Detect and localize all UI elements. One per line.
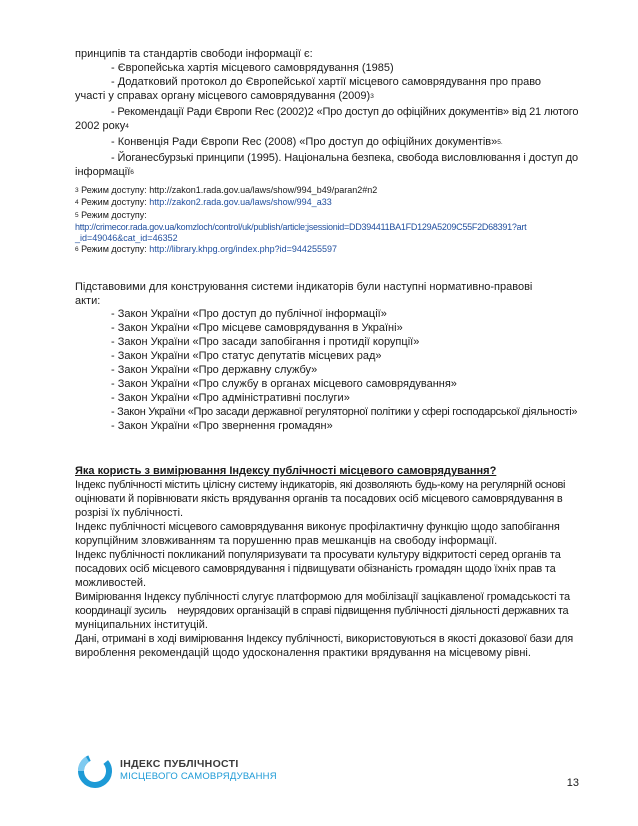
paragraph-line: вироблення рекомендацій щодо удосконалення практики врядування на місцевому рівні. xyxy=(75,647,531,659)
paragraph-line: Дані, отримані в ході вимірювання Індексу публічності, використовуються в якості доказової бази для xyxy=(75,633,574,645)
logo-ring-icon xyxy=(76,752,116,790)
standard-item: - Європейська хартія місцевого самоврядування (1985) xyxy=(111,62,394,74)
section-heading: Яка користь з вимірювання Індексу публічності місцевого самоврядування? xyxy=(75,465,497,477)
index-logo xyxy=(76,752,306,790)
footnotes xyxy=(75,185,587,257)
footnote-link[interactable]: http://zakon2.rada.gov.ua/laws/show/994_a33 xyxy=(149,197,332,208)
footnote-link[interactable]: http://library.khpg.org/index.php?id=944255597 xyxy=(149,244,337,255)
paragraph-line: можливостей. xyxy=(75,577,147,589)
basis-line: Підставовими для конструювання системи індикаторів були наступні нормативно-правові xyxy=(75,281,533,293)
basis-section xyxy=(75,280,575,308)
logo-title: ІНДЕКС ПУБЛІЧНОСТІ xyxy=(120,758,239,770)
footnote-link-cont[interactable]: _id=49046&cat_id=46352 xyxy=(75,233,178,244)
law-item: - Закон України «Про місцеве самоврядування в Україні» xyxy=(111,322,403,334)
footnote: $^4$ Режим доступу: http://zakon2.rada.gov.ua/laws/show/994_a33 xyxy=(75,197,332,208)
law-item: - Закон України «Про засади державної регуляторної політики у сфері господарської діяльності» xyxy=(111,406,578,418)
footnote-link[interactable]: http://crimecor.rada.gov.ua/komzloch/control/uk/publish/article;jsessionid=DD394411BA1FD129A5209C55F2D68391?art xyxy=(75,221,527,232)
law-item: - Закон України «Про звернення громадян» xyxy=(111,420,333,432)
basis-line: акти: xyxy=(75,295,101,307)
paragraph-line: розрізі їх публічності. xyxy=(75,507,184,519)
standard-item: - Рекомендації Ради Європи Rec (2002)2 «Про доступ до офіційних документів» від 21 лютого xyxy=(111,106,579,118)
paragraph-line: Індекс публічності місцевого самоврядування виконує профілактичну функцію щодо запобігання xyxy=(75,521,560,533)
paragraph-line: муніципальних інституцій. xyxy=(75,619,208,631)
paragraph-line: Індекс публічності покликаний популяризувати та просувати культуру відкритості серед органів та xyxy=(75,549,561,561)
paragraph-line: корупційним зловживанням та порушенню прав мешканців на свободу інформації. xyxy=(75,535,498,547)
standards-section xyxy=(75,47,579,181)
law-item: - Закон України «Про доступ до публічної інформації» xyxy=(111,308,387,320)
page-number: 13 xyxy=(566,777,579,789)
paragraph-line: посадових осіб місцевого самоврядування і підвищувати обізнаність громадян щодо їхніх прав та xyxy=(75,563,556,575)
footnote: $^5$ Режим доступу: xyxy=(75,209,147,220)
standard-item: - Йоганесбурзькі принципи (1995). Національна безпека, свобода висловлювання і доступ до xyxy=(111,152,579,164)
standard-item-cont: 2002 року$^4$ xyxy=(75,120,129,132)
paragraph-line: оцінювати й порівнювати якість врядування органів та посадових осіб місцевого самоврядування в xyxy=(75,493,563,505)
benefit-section xyxy=(75,464,585,660)
standard-item-cont: участі у справах органу місцевого самоврядування $(2009)^3$ xyxy=(75,90,374,102)
laws-list xyxy=(75,307,595,433)
paragraph-line: Індекс публічності містить цілісну систему індикаторів, які дозволяють будь-кому на регулярній основі xyxy=(75,479,566,491)
law-item: - Закон України «Про державну службу» xyxy=(111,364,318,376)
law-item: - Закон України «Про засади запобігання і протидії корупції» xyxy=(111,336,420,348)
law-item: - Закон України «Про статус депутатів місцевих рад» xyxy=(111,350,382,362)
standard-item: - Конвенція Ради Європи Rec (2008) «Про доступ до офіційних документів»$^{5.}$ xyxy=(111,136,503,148)
standard-item-cont: інформації$^6$ xyxy=(75,166,134,178)
paragraph-line: координації зусиль неурядових організацій в справі підвищення публічності діяльності державних та xyxy=(75,605,569,617)
footnote: $^6$ Режим доступу: http://library.khpg.org/index.php?id=944255597 xyxy=(75,244,337,255)
logo-subtitle: МІСЦЕВОГО САМОВРЯДУВАННЯ xyxy=(120,771,277,782)
footnote: $^3$ Режим доступу: http://zakon1.rada.gov.ua/laws/show/994_b49/paran2#n2 xyxy=(75,185,378,195)
intro-line: принципів та стандартів свободи інформації є: xyxy=(75,48,313,60)
standard-item: - Додатковий протокол до Європейської хартії місцевого самоврядування про право xyxy=(111,76,542,88)
law-item: - Закон України «Про службу в органах місцевого самоврядування» xyxy=(111,378,457,390)
law-item: - Закон України «Про адміністративні послуги» xyxy=(111,392,350,404)
paragraph-line: Вимірювання Індексу публічності слугує платформою для мобілізації зацікавленої громадськості та xyxy=(75,591,571,603)
footnote-link[interactable]: http://zakon1.rada.gov.ua/laws/show/994_b49/paran2#n2 xyxy=(149,185,378,195)
